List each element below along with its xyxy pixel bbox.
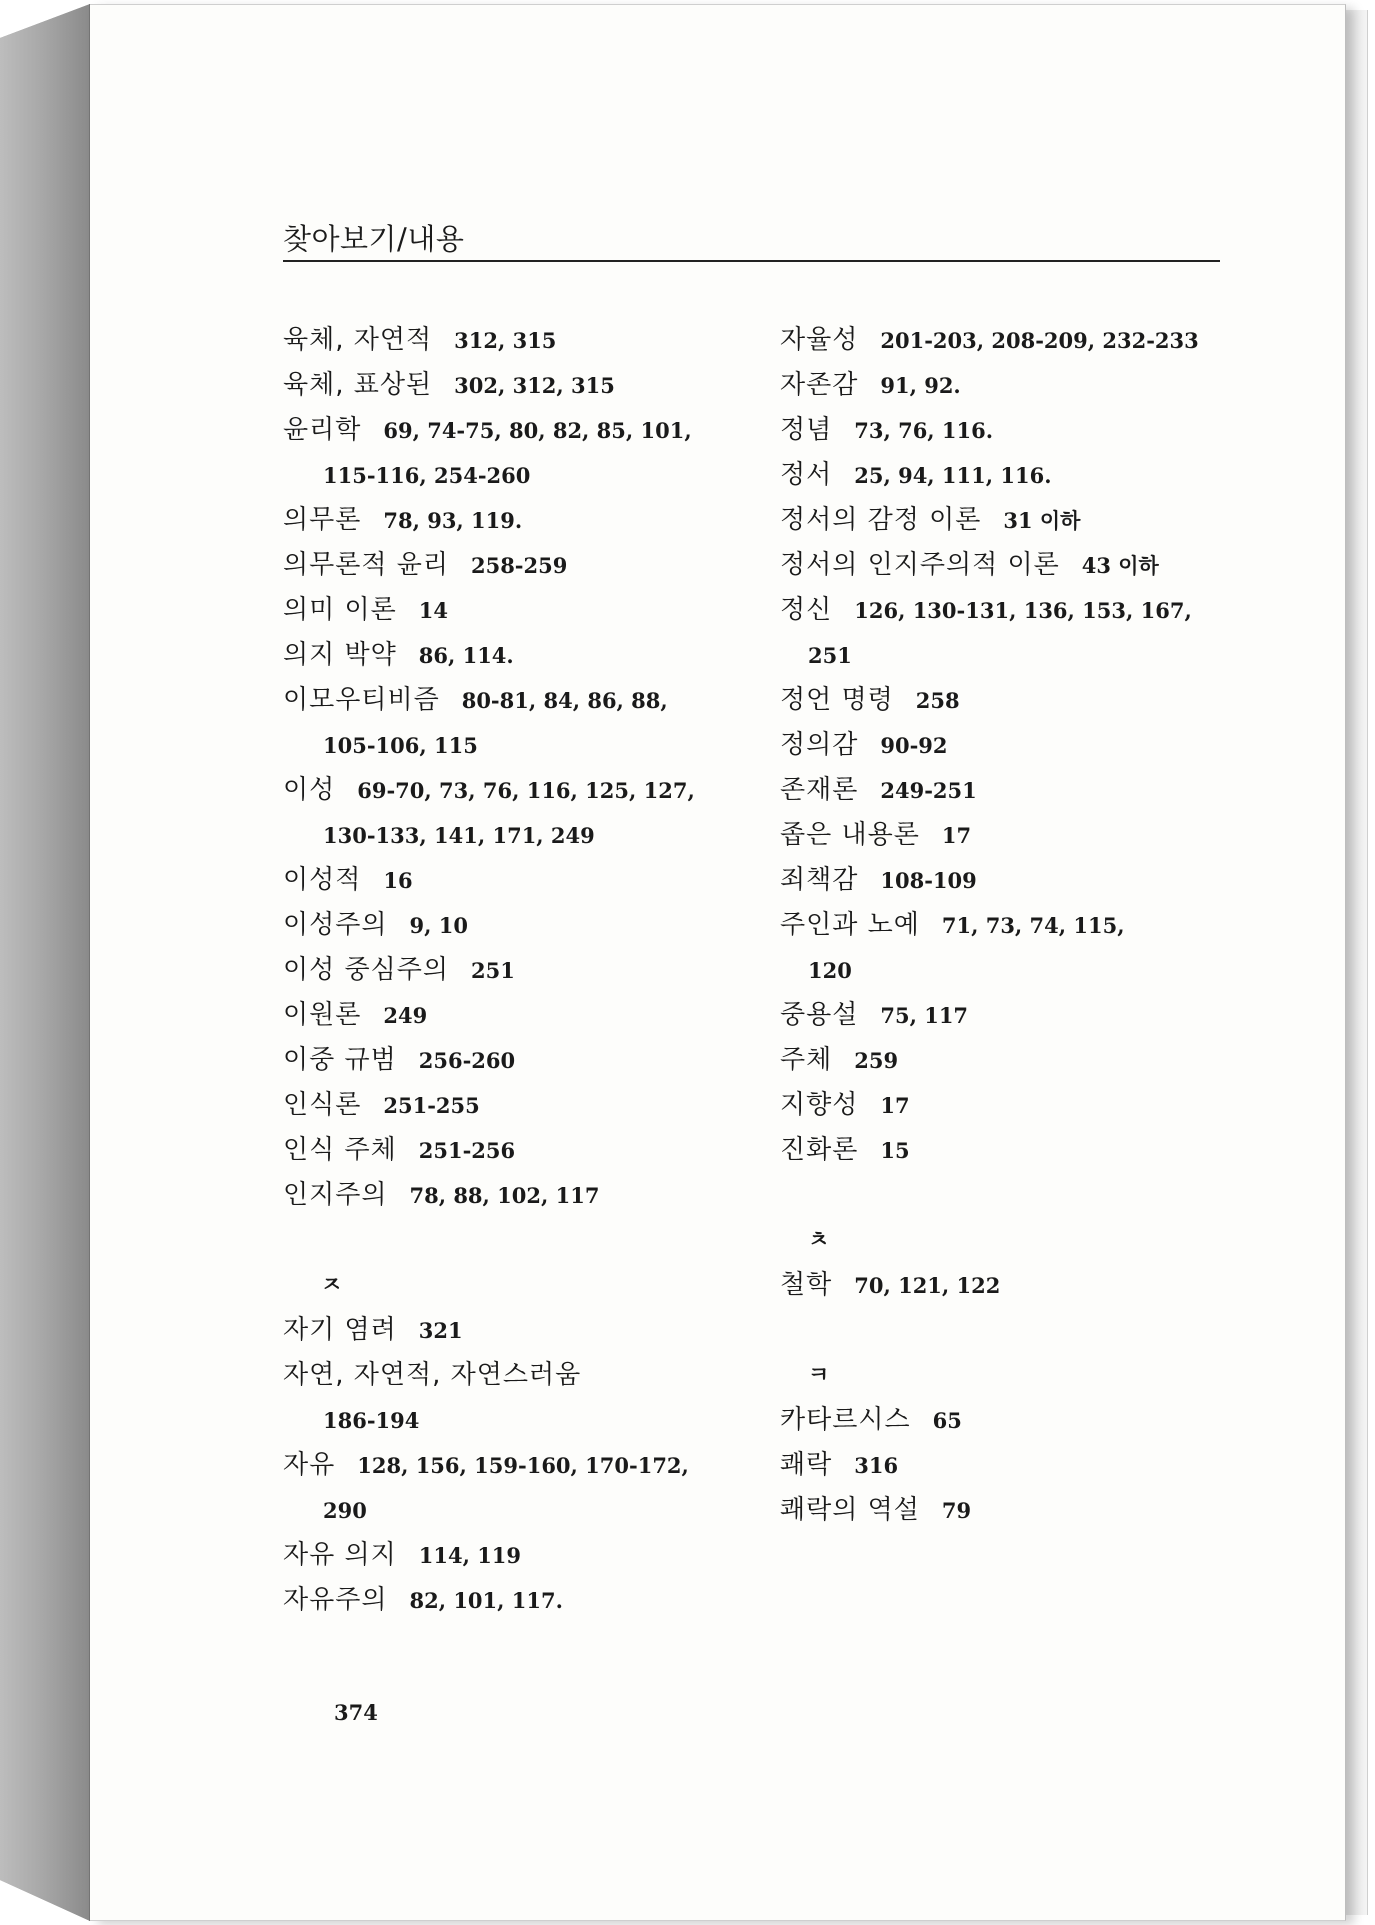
index-entry-continuation [283,453,753,498]
index-column-left [283,318,753,1623]
index-entry [283,948,753,993]
page-refs: 69-70, 73, 76, 116, 125, 127, [357,778,695,803]
index-term: 자기 염려 [283,1315,397,1345]
spacer [780,1308,1230,1353]
index-entry [780,768,1230,813]
index-term: 이성적 [283,865,362,895]
index-term: 정념 [780,415,833,445]
section-heading: ㅈ [321,1273,343,1298]
index-entry [283,1443,753,1488]
page-refs: 90-92 [880,733,948,758]
index-term: 인식 주체 [283,1135,397,1165]
index-term: 자유주의 [283,1585,388,1615]
page-refs: 25, 94, 111, 116. [854,463,1052,488]
page-refs: 258-259 [470,553,568,578]
page-refs: 302, 312, 315 [454,373,615,398]
page-refs: 79 [941,1498,972,1523]
page-refs: 80-81, 84, 86, 88, [461,688,668,713]
index-entry [780,453,1230,498]
index-term: 인지주의 [283,1180,388,1210]
index-term: 정언 명령 [780,685,894,715]
index-term: 이성 중심주의 [283,955,449,985]
index-entry-continuation [780,633,1230,678]
page-refs: 69, 74-75, 80, 82, 85, 101, [383,418,692,443]
page-refs: 108-109 [880,868,977,893]
index-term: 의미 이론 [283,595,397,625]
page-refs: 14 [418,598,448,623]
index-term: 이모우티비즘 [283,685,440,715]
index-entry [283,768,753,813]
index-entry [283,678,753,723]
index-entry [780,318,1230,363]
index-entry [283,1578,753,1623]
page-refs: 251-256 [418,1138,516,1163]
index-entry [780,543,1230,588]
page-refs: 114, 119 [418,1543,522,1568]
index-entry [283,1083,753,1128]
page-refs: 9, 10 [409,913,468,938]
index-term: 의지 박약 [283,640,397,670]
index-term: 이성주의 [283,910,388,940]
index-term: 윤리학 [283,415,362,445]
page-refs: 251-255 [383,1093,480,1118]
index-entry [283,633,753,678]
page-refs: 186-194 [323,1408,420,1433]
index-term: 자존감 [780,370,859,400]
index-term: 정서의 인지주의적 이론 [780,550,1060,580]
page-refs: 17 [941,823,972,848]
page-refs: 78, 88, 102, 117 [409,1183,600,1208]
index-entry [283,1128,753,1173]
index-entry [283,318,753,363]
spacer [283,1218,753,1263]
page-refs: 258 [915,688,960,713]
index-entry-continuation [780,948,1230,993]
index-entry [780,363,1230,408]
index-entry [780,993,1230,1038]
index-term: 지향성 [780,1090,859,1120]
index-term: 자연, 자연적, 자연스러움 [283,1360,582,1390]
index-entry-continuation [283,813,753,858]
index-entry [283,993,753,1038]
page-refs: 78, 93, 119. [383,508,523,533]
index-column-right [780,318,1230,1533]
index-entry [780,678,1230,723]
page-refs: 31 이하 [1003,508,1081,533]
index-term: 자유 의지 [283,1540,397,1570]
page-refs: 71, 73, 74, 115, [941,913,1125,938]
section-heading: ㅋ [808,1363,830,1388]
index-entry [780,813,1230,858]
index-entry [780,498,1230,543]
page-refs: 201-203, 208-209, 232-233 [880,328,1199,353]
page-refs: 91, 92. [880,373,961,398]
section-heading: ㅊ [808,1228,830,1253]
page-refs: 105-106, 115 [323,733,478,758]
page-refs: 15 [880,1138,910,1163]
page-refs: 256-260 [418,1048,516,1073]
page-refs: 290 [323,1498,367,1523]
index-term: 이성 [283,775,336,805]
page-refs: 115-116, 254-260 [323,463,531,488]
index-entry-continuation [283,723,753,768]
page-header [283,222,1220,262]
index-entry [780,1443,1230,1488]
page-refs: 321 [418,1318,463,1343]
page-refs: 86, 114. [418,643,514,668]
index-term: 육체, 표상된 [283,370,433,400]
page-refs: 259 [854,1048,899,1073]
index-entry [780,408,1230,453]
index-entry [283,588,753,633]
page-refs: 120 [808,958,852,983]
page-refs: 249-251 [880,778,977,803]
page-refs: 312, 315 [454,328,557,353]
page-refs: 128, 156, 159-160, 170-172, [357,1453,689,1478]
index-entry [780,723,1230,768]
index-entry [780,1488,1230,1533]
index-entry [283,1038,753,1083]
index-term: 정신 [780,595,833,625]
index-term: 이원론 [283,1000,362,1030]
page-edge [1345,10,1368,1915]
index-entry [780,1128,1230,1173]
page-refs: 130-133, 141, 171, 249 [323,823,595,848]
index-entry [780,1083,1230,1128]
page-refs: 16 [383,868,413,893]
index-entry [283,1173,753,1218]
index-entry [283,1308,753,1353]
page-refs: 249 [383,1003,428,1028]
page-refs: 73, 76, 116. [854,418,994,443]
index-entry [283,408,753,453]
index-term: 정서의 감정 이론 [780,505,982,535]
page-refs: 75, 117 [880,1003,969,1028]
index-entry [283,858,753,903]
index-entry [283,903,753,948]
index-entry [780,1398,1230,1443]
index-term: 자유 [283,1450,336,1480]
index-term: 의무론 [283,505,362,535]
index-term: 주인과 노예 [780,910,920,940]
index-entry [283,498,753,543]
spacer [780,1173,1230,1218]
index-term: 철학 [780,1270,833,1300]
index-term: 이중 규범 [283,1045,397,1075]
index-term: 주체 [780,1045,833,1075]
page-refs: 316 [854,1453,899,1478]
index-term: 존재론 [780,775,859,805]
index-term: 육체, 자연적 [283,325,433,355]
index-term: 카타르시스 [780,1405,911,1435]
index-term: 인식론 [283,1090,362,1120]
page-refs: 70, 121, 122 [854,1273,1001,1298]
index-term: 중용설 [780,1000,859,1030]
index-term: 쾌락 [780,1450,833,1480]
page-refs: 251 [470,958,515,983]
index-entry [780,588,1230,633]
index-entry-continuation [283,1488,753,1533]
index-term: 쾌락의 역설 [780,1495,920,1525]
index-entry-continuation [283,1398,753,1443]
index-term: 죄책감 [780,865,859,895]
index-term: 좁은 내용론 [780,820,920,850]
index-entry [780,1038,1230,1083]
index-entry [283,1353,753,1398]
page-refs: 82, 101, 117. [409,1588,563,1613]
page-refs: 251 [808,643,852,668]
index-entry [283,363,753,408]
index-term: 정의감 [780,730,859,760]
index-term: 정서 [780,460,833,490]
page-number: 374 [334,1700,378,1725]
index-entry [283,543,753,588]
page-title: 찾아보기/내용 [283,222,465,256]
page-refs: 65 [932,1408,962,1433]
page-refs: 43 이하 [1081,553,1159,578]
page-refs: 17 [880,1093,910,1118]
index-entry [780,903,1230,948]
index-entry [780,1263,1230,1308]
index-entry [780,858,1230,903]
index-term: 진화론 [780,1135,859,1165]
index-entry [283,1533,753,1578]
index-term: 의무론적 윤리 [283,550,449,580]
page-refs: 126, 130-131, 136, 153, 167, [854,598,1192,623]
index-term: 자율성 [780,325,859,355]
